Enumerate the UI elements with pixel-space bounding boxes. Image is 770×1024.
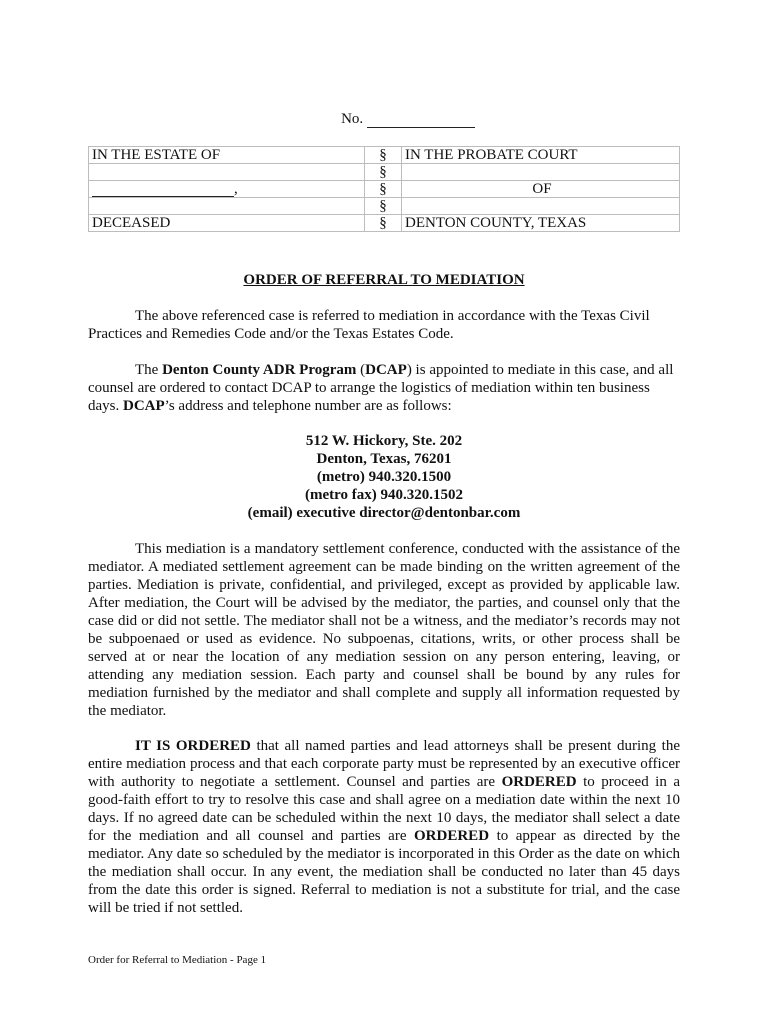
- address-line: 512 W. Hickory, Ste. 202: [305, 433, 463, 449]
- section-symbol: §: [365, 147, 402, 164]
- page-footer: Order for Referral to Mediation - Page 1: [88, 954, 267, 966]
- phone-line: (metro) 940.320.1500: [316, 469, 452, 485]
- mediation-terms-paragraph: This mediation is a mandatory settlement conference, conducted with the assistance of the mediator. A mediated settlement agreement can be made binding on the written agreement of the parties. Mediation is private, confidential, and privileged, except as provided by applicable law. After mediation, the Court will be advised by the mediator, the parties, and counsel only that the case did or did not settle. The mediator shall not be a witness, and the mediator’s records may not be subpoenaed or used as evidence. No subpoenas, citations, writs, or other process shall be served at or near the location of any mediation session on any person entering, leaving, or attending any mediation session. Each party and counsel shall be bound by any rules for mediation furnished by the mediator and shall complete and supply all information requested by the mediator.: [88, 541, 680, 719]
- caption-row: [89, 147, 680, 164]
- referral-paragraph: The above referenced case is referred to mediation in accordance with the Texas Civil Practices and Remedies Code and/or the Texas Estates Code.: [88, 308, 650, 342]
- caption-row: [89, 215, 680, 232]
- caption-left-cell: DECEASED: [89, 215, 365, 232]
- section-symbol: §: [365, 181, 402, 198]
- order-paragraph: [88, 737, 680, 917]
- text-span: (: [356, 362, 366, 378]
- caption-left-cell: [89, 198, 365, 215]
- estate-name-cell: [89, 181, 365, 198]
- caption-right-cell: IN THE PROBATE COURT: [402, 147, 680, 164]
- document-title: ORDER OF REFERRAL TO MEDIATION: [243, 272, 525, 288]
- bold-span: ORDERED: [501, 774, 577, 790]
- text-span: to proceed in a good-faith effort to try to resolve this case and shall agree on a mediation date within the next 10 days. If no agreed date can be scheduled within the next 10 days, the mediator shall select a date for the mediation and all counsel and parties are: [88, 774, 681, 844]
- address-line: Denton, Texas, 76201: [316, 451, 452, 467]
- bold-span: IT IS ORDERED: [135, 738, 251, 754]
- bold-span: DCAP: [365, 362, 407, 378]
- caption-left-cell: IN THE ESTATE OF: [89, 147, 365, 164]
- text-span: to appear as directed by the mediator. Any date so scheduled by the mediator is incorporated in this Order as the date on which the mediation shall occur. In any event, the mediation shall be conducted no later than 45 days from the date this order is signed. Referral to mediation is not a substitute for trial, and the case will be tried if not settled.: [88, 828, 680, 916]
- dcap-paragraph: [88, 361, 680, 415]
- bold-span: Denton County ADR Program: [162, 362, 357, 378]
- text-span: The: [135, 362, 163, 378]
- caption-right-cell: DENTON COUNTY, TEXAS: [402, 215, 680, 232]
- case-number-blank[interactable]: [367, 112, 475, 128]
- text-span: ) is appointed to mediate in this case, and all counsel are ordered to contact DCAP to arrange the logistics of mediation within ten business days.: [88, 362, 674, 414]
- dcap-address-block: [88, 432, 680, 522]
- email-line: (email) executive director@dentonbar.com: [247, 505, 521, 521]
- caption-row: [89, 198, 680, 215]
- caption-right-cell: OF: [402, 181, 680, 198]
- caption-row: [89, 181, 680, 198]
- caption-right-cell: [402, 164, 680, 181]
- estate-name-blank[interactable]: [92, 184, 234, 197]
- text-span: that all named parties and lead attorneys shall be present during the entire mediation process and that each corporate party must be represented by an executive officer with authority to negotiate a settlement. Counsel and parties are: [88, 738, 680, 790]
- case-number-label: No.: [341, 111, 364, 127]
- section-symbol: §: [365, 164, 402, 181]
- bold-span: ORDERED: [414, 828, 490, 844]
- text-span: ’s address and telephone number are as follows:: [164, 398, 452, 414]
- caption-right-cell: [402, 198, 680, 215]
- caption-left-cell: [89, 164, 365, 181]
- fax-line: (metro fax) 940.320.1502: [304, 487, 464, 503]
- caption-row: [89, 164, 680, 181]
- section-symbol: §: [365, 215, 402, 232]
- case-caption-table: [88, 146, 680, 232]
- section-symbol: §: [365, 198, 402, 215]
- estate-name-comma: ,: [234, 181, 238, 197]
- bold-span: DCAP: [123, 398, 165, 414]
- case-number: [0, 111, 770, 128]
